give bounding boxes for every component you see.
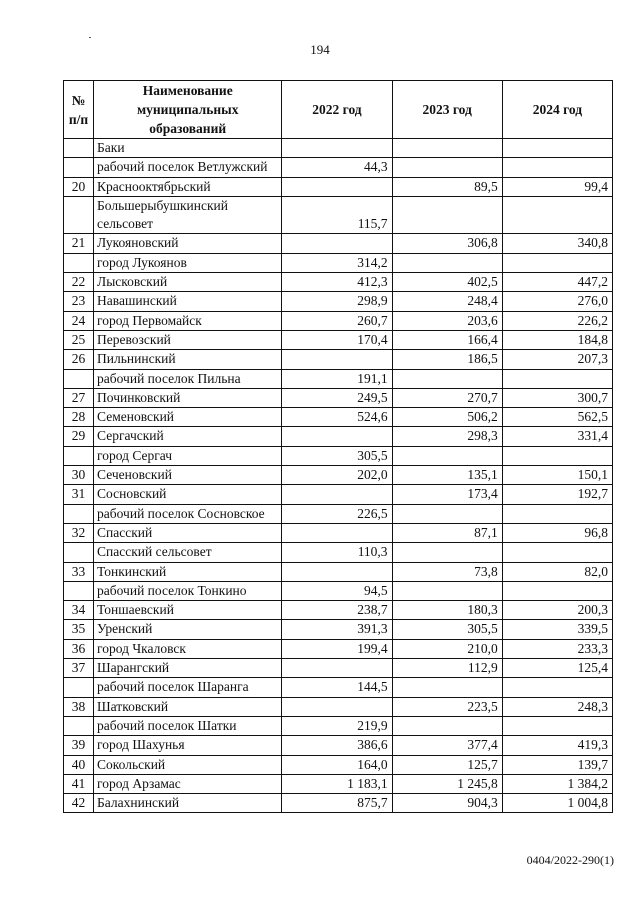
cell-name: рабочий поселок Пильна: [94, 369, 282, 388]
table-row: [64, 794, 613, 813]
cell-y2022: 305,5: [282, 446, 392, 465]
cell-num: 37: [64, 659, 94, 678]
cell-num: 31: [64, 485, 94, 504]
cell-y2022: [282, 234, 392, 253]
cell-name: Спасский: [94, 523, 282, 542]
cell-y2024: [502, 139, 612, 158]
cell-name: Навашинский: [94, 292, 282, 311]
table-row: [64, 504, 613, 523]
cell-y2024: 233,3: [502, 639, 612, 658]
cell-y2022: 219,9: [282, 716, 392, 735]
cell-name: Сергачский: [94, 427, 282, 446]
table-row: [64, 736, 613, 755]
cell-y2024: 150,1: [502, 466, 612, 485]
cell-y2022: 386,6: [282, 736, 392, 755]
cell-num: 33: [64, 562, 94, 581]
cell-y2024: 276,0: [502, 292, 612, 311]
table-header-row: [64, 81, 613, 139]
cell-name: Лысковский: [94, 273, 282, 292]
cell-y2024: 96,8: [502, 523, 612, 542]
cell-y2022: 314,2: [282, 253, 392, 272]
cell-y2024: [502, 716, 612, 735]
cell-y2024: 184,8: [502, 330, 612, 349]
cell-num: [64, 543, 94, 562]
cell-y2022: 875,7: [282, 794, 392, 813]
cell-y2023: 173,4: [392, 485, 502, 504]
cell-name: Краснооктябрьский: [94, 177, 282, 196]
cell-name: город Первомайск: [94, 311, 282, 330]
table-row: [64, 158, 613, 177]
cell-num: [64, 158, 94, 177]
cell-name: город Сергач: [94, 446, 282, 465]
table-row: [64, 659, 613, 678]
table-row: [64, 697, 613, 716]
cell-y2024: 447,2: [502, 273, 612, 292]
cell-y2023: 203,6: [392, 311, 502, 330]
table-row: [64, 581, 613, 600]
cell-y2024: 419,3: [502, 736, 612, 755]
cell-name: Перевозский: [94, 330, 282, 349]
cell-y2022: 144,5: [282, 678, 392, 697]
cell-y2022: 412,3: [282, 273, 392, 292]
allocation-table: [63, 80, 613, 813]
cell-num: [64, 253, 94, 272]
cell-name: Большерыбушкинский сельсовет: [94, 196, 282, 234]
cell-y2023: 377,4: [392, 736, 502, 755]
cell-y2022: [282, 697, 392, 716]
table-row: [64, 427, 613, 446]
table-row: [64, 350, 613, 369]
cell-y2022: [282, 485, 392, 504]
cell-y2022: 238,7: [282, 601, 392, 620]
cell-num: [64, 678, 94, 697]
cell-name: Тонкинский: [94, 562, 282, 581]
cell-y2024: [502, 369, 612, 388]
cell-y2024: 248,3: [502, 697, 612, 716]
cell-num: 23: [64, 292, 94, 311]
cell-num: [64, 196, 94, 234]
cell-name: Уренский: [94, 620, 282, 639]
cell-y2022: 199,4: [282, 639, 392, 658]
cell-num: 25: [64, 330, 94, 349]
cell-y2022: 115,7: [282, 196, 392, 234]
table-row: [64, 774, 613, 793]
cell-y2024: 82,0: [502, 562, 612, 581]
cell-y2024: 300,7: [502, 388, 612, 407]
cell-y2023: 166,4: [392, 330, 502, 349]
cell-y2022: 164,0: [282, 755, 392, 774]
cell-y2023: [392, 139, 502, 158]
cell-y2023: 305,5: [392, 620, 502, 639]
cell-name: город Арзамас: [94, 774, 282, 793]
cell-name: Тоншаевский: [94, 601, 282, 620]
table-row: [64, 639, 613, 658]
cell-y2024: 339,5: [502, 620, 612, 639]
cell-y2024: [502, 446, 612, 465]
cell-y2022: [282, 427, 392, 446]
cell-num: [64, 581, 94, 600]
cell-y2024: 192,7: [502, 485, 612, 504]
cell-y2022: 202,0: [282, 466, 392, 485]
cell-y2024: 99,4: [502, 177, 612, 196]
cell-y2023: [392, 504, 502, 523]
cell-y2024: 340,8: [502, 234, 612, 253]
table-row: [64, 330, 613, 349]
cell-name: город Шахунья: [94, 736, 282, 755]
cell-num: 20: [64, 177, 94, 196]
cell-y2022: 191,1: [282, 369, 392, 388]
cell-num: [64, 716, 94, 735]
cell-y2023: 112,9: [392, 659, 502, 678]
cell-name: город Чкаловск: [94, 639, 282, 658]
allocation-table-container: [63, 80, 613, 813]
table-row: [64, 446, 613, 465]
cell-num: 36: [64, 639, 94, 658]
cell-y2024: 226,2: [502, 311, 612, 330]
table-row: [64, 678, 613, 697]
cell-name: Сосновский: [94, 485, 282, 504]
cell-y2023: [392, 196, 502, 234]
cell-y2024: [502, 581, 612, 600]
cell-y2024: [502, 158, 612, 177]
table-row: [64, 466, 613, 485]
table-row: [64, 755, 613, 774]
cell-y2023: 186,5: [392, 350, 502, 369]
scan-mark: [89, 37, 91, 38]
cell-num: 41: [64, 774, 94, 793]
cell-y2023: 904,3: [392, 794, 502, 813]
table-row: [64, 234, 613, 253]
cell-y2022: 44,3: [282, 158, 392, 177]
cell-y2022: 170,4: [282, 330, 392, 349]
cell-num: [64, 446, 94, 465]
cell-y2024: 139,7: [502, 755, 612, 774]
cell-name: Шарангский: [94, 659, 282, 678]
cell-y2023: 270,7: [392, 388, 502, 407]
table-row: [64, 523, 613, 542]
table-row: [64, 601, 613, 620]
cell-num: 32: [64, 523, 94, 542]
cell-name: Сокольский: [94, 755, 282, 774]
cell-name: Семеновский: [94, 408, 282, 427]
table-body: [64, 139, 613, 813]
header-num: № п/п: [64, 81, 94, 139]
cell-num: [64, 139, 94, 158]
header-name: Наименование муниципальных образований: [94, 81, 282, 139]
cell-y2024: [502, 253, 612, 272]
cell-y2024: 125,4: [502, 659, 612, 678]
cell-y2023: [392, 716, 502, 735]
table-row: [64, 543, 613, 562]
cell-y2022: [282, 562, 392, 581]
table-row: [64, 253, 613, 272]
cell-num: 34: [64, 601, 94, 620]
cell-y2023: 180,3: [392, 601, 502, 620]
table-row: [64, 562, 613, 581]
cell-num: 28: [64, 408, 94, 427]
cell-y2023: 298,3: [392, 427, 502, 446]
cell-num: 38: [64, 697, 94, 716]
cell-y2023: [392, 158, 502, 177]
table-row: [64, 485, 613, 504]
cell-y2024: 200,3: [502, 601, 612, 620]
cell-y2023: [392, 369, 502, 388]
cell-y2023: 87,1: [392, 523, 502, 542]
table-row: [64, 177, 613, 196]
table-row: [64, 139, 613, 158]
cell-num: [64, 369, 94, 388]
cell-y2022: [282, 659, 392, 678]
cell-y2024: 331,4: [502, 427, 612, 446]
cell-y2022: 226,5: [282, 504, 392, 523]
cell-name: Пильнинский: [94, 350, 282, 369]
cell-num: 24: [64, 311, 94, 330]
cell-y2023: [392, 581, 502, 600]
page-number: 194: [310, 42, 330, 57]
cell-y2023: 402,5: [392, 273, 502, 292]
cell-num: 22: [64, 273, 94, 292]
cell-num: 35: [64, 620, 94, 639]
cell-y2022: [282, 139, 392, 158]
cell-y2022: [282, 523, 392, 542]
table-row: [64, 620, 613, 639]
cell-y2023: 306,8: [392, 234, 502, 253]
cell-name: рабочий поселок Шаранга: [94, 678, 282, 697]
header-2024: 2024 год: [502, 81, 612, 139]
cell-name: Починковский: [94, 388, 282, 407]
table-row: [64, 388, 613, 407]
cell-num: 29: [64, 427, 94, 446]
cell-y2023: 135,1: [392, 466, 502, 485]
cell-y2023: 1 245,8: [392, 774, 502, 793]
cell-y2024: [502, 543, 612, 562]
cell-name: рабочий поселок Ветлужский: [94, 158, 282, 177]
cell-y2023: 210,0: [392, 639, 502, 658]
cell-y2023: [392, 253, 502, 272]
cell-name: рабочий поселок Тонкино: [94, 581, 282, 600]
cell-y2023: 89,5: [392, 177, 502, 196]
cell-num: 26: [64, 350, 94, 369]
table-row: [64, 716, 613, 735]
cell-y2024: [502, 196, 612, 234]
cell-y2022: 94,5: [282, 581, 392, 600]
cell-y2023: 506,2: [392, 408, 502, 427]
cell-y2022: 524,6: [282, 408, 392, 427]
cell-name: Спасский сельсовет: [94, 543, 282, 562]
table-row: [64, 273, 613, 292]
cell-y2023: 125,7: [392, 755, 502, 774]
cell-y2022: 1 183,1: [282, 774, 392, 793]
cell-y2023: 248,4: [392, 292, 502, 311]
header-2022: 2022 год: [282, 81, 392, 139]
cell-y2024: 1 004,8: [502, 794, 612, 813]
table-row: [64, 196, 613, 234]
cell-num: 42: [64, 794, 94, 813]
cell-y2024: 207,3: [502, 350, 612, 369]
cell-num: [64, 504, 94, 523]
cell-y2023: 73,8: [392, 562, 502, 581]
document-code: 0404/2022-290(1): [526, 853, 614, 867]
cell-y2022: 110,3: [282, 543, 392, 562]
table-row: [64, 311, 613, 330]
cell-name: Сеченовский: [94, 466, 282, 485]
header-2023: 2023 год: [392, 81, 502, 139]
cell-num: 40: [64, 755, 94, 774]
cell-y2023: [392, 678, 502, 697]
cell-name: Балахнинский: [94, 794, 282, 813]
table-row: [64, 292, 613, 311]
cell-name: рабочий поселок Шатки: [94, 716, 282, 735]
cell-name: город Лукоянов: [94, 253, 282, 272]
cell-y2024: 1 384,2: [502, 774, 612, 793]
cell-name: рабочий поселок Сосновское: [94, 504, 282, 523]
cell-y2023: [392, 446, 502, 465]
table-row: [64, 408, 613, 427]
cell-num: 39: [64, 736, 94, 755]
cell-y2023: [392, 543, 502, 562]
cell-y2022: 391,3: [282, 620, 392, 639]
cell-y2022: 298,9: [282, 292, 392, 311]
cell-name: Лукояновский: [94, 234, 282, 253]
cell-y2022: 260,7: [282, 311, 392, 330]
cell-y2022: 249,5: [282, 388, 392, 407]
cell-y2022: [282, 350, 392, 369]
cell-y2022: [282, 177, 392, 196]
cell-name: Шатковский: [94, 697, 282, 716]
cell-y2023: 223,5: [392, 697, 502, 716]
cell-y2024: [502, 678, 612, 697]
table-row: [64, 369, 613, 388]
cell-y2024: [502, 504, 612, 523]
cell-num: 21: [64, 234, 94, 253]
cell-name: Баки: [94, 139, 282, 158]
cell-num: 30: [64, 466, 94, 485]
cell-num: 27: [64, 388, 94, 407]
cell-y2024: 562,5: [502, 408, 612, 427]
